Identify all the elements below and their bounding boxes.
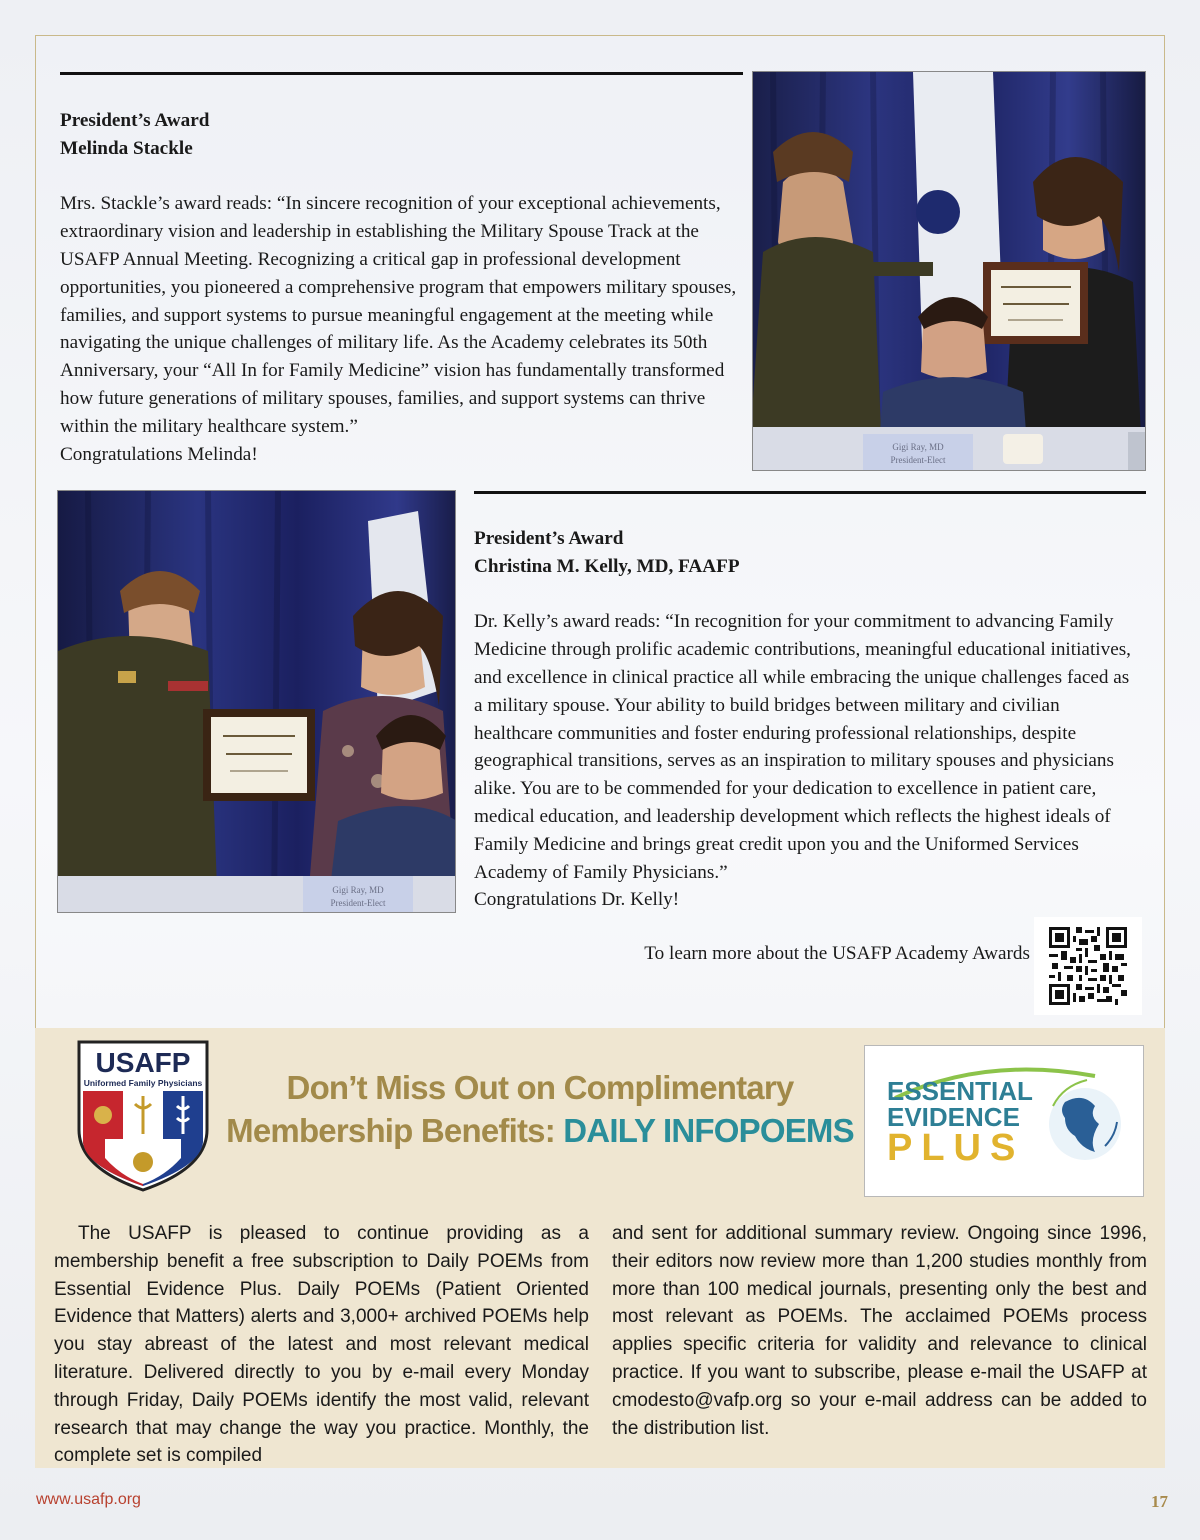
award1-name: Melinda Stackle	[60, 137, 193, 159]
globe-icon	[1049, 1080, 1121, 1160]
award1-congrats: Congratulations Melinda!	[60, 443, 258, 465]
placard1-line2: President-Elect	[890, 455, 946, 465]
learn-more-text: To learn more about the USAFP Academy Awards	[644, 943, 1030, 964]
award1-title: President’s Award	[60, 110, 210, 131]
award2-rule	[474, 491, 1146, 494]
footer-website[interactable]: www.usafp.org	[36, 1491, 141, 1508]
essential-evidence-plus-logo[interactable]	[864, 1045, 1144, 1197]
promo-heading-accent: DAILY INFOPOEMS	[563, 1112, 854, 1149]
placard2-line1: Gigi Ray, MD	[332, 885, 384, 895]
qr-code[interactable]	[1034, 917, 1142, 1015]
award1-body: Mrs. Stackle’s award reads: “In sincere recognition of your exceptional achievements, extraordinary vision and leadership in establishing the Military Spouse Track at the USAFP Annual Meeting. Recognizing a critical gap in professional development opportunities, you pioneered a comprehensive program that empowers military spouses, families, and support systems to pursue meaningful engagement at the meeting while navigating the unique challenges of military life. As the Academy celebrates its 50th Anniversary, your “All In for Family Medicine” vision has fundamentally transformed how future generations of military spouses, families, and support systems can thrive within the military healthcare system.”	[60, 193, 737, 437]
promo-heading-line1: Don’t Miss Out on Complimentary	[286, 1069, 794, 1106]
eep-line3: PLUS	[887, 1127, 1025, 1169]
promo-heading-line2-prefix: Membership Benefits:	[226, 1112, 564, 1149]
award2-photo	[57, 490, 456, 913]
award2-block	[474, 525, 1142, 914]
eep-line1: ESSENTIAL	[887, 1076, 1033, 1106]
award2-title: President’s Award	[474, 528, 624, 549]
placard2-line2: President-Elect	[330, 898, 386, 908]
usafp-logo-subtext: Uniformed Family Physicians	[83, 1078, 203, 1088]
promo-body-right: and sent for additional summary review. Ongoing since 1996, their editors now review more than 1,200 studies monthly from more than 100 medical journals, presenting only the best and most relevant as POEMs. The acclaimed POEMs process applies specific criteria for validity and relevance to clinical practice. If you want to subscribe, please e-mail the USAFP at cmodesto@vafp.org so your e-mail address can be added to the distribution list.	[612, 1223, 1147, 1439]
award1-rule	[60, 72, 743, 75]
award1-photo	[752, 71, 1146, 471]
page-number: 17	[1151, 1492, 1168, 1511]
placard1-line1: Gigi Ray, MD	[892, 442, 944, 452]
promo-heading	[190, 1066, 890, 1152]
award1-block	[60, 107, 740, 468]
promo-body-left: The USAFP is pleased to continue providing as a membership benefit a free subscription to Daily POEMs from Essential Evidence Plus. Daily POEMs (Patient Oriented Evidence that Matters) alerts and 3,000+ archived POEMs help you stay abreast of the latest and most relevant medical literature. Delivered directly to you by e-mail every Monday through Friday, Daily POEMs identify the most valid, relevant research that may change the way you practice. Monthly, the complete set is compiled	[54, 1223, 589, 1467]
award2-body: Dr. Kelly’s award reads: “In recognition for your commitment to advancing Family Medicine through prolific academic contributions, meaningful educational initiatives, and excellence in clinical practice all while embracing the unique challenges faced as a military spouse. Your ability to build bridges between military and civilian healthcare communities and foster enduring professional relationships, despite geographical transitions, serves as an inspiration to military spouses and physicians alike. You are to be commended for your dedication to excellence in patient care, medical education, and leadership development which reflects the highest ideals of Family Medicine and brings great credit upon you and the Uniformed Services Academy of Family Physicians.”	[474, 611, 1131, 883]
award2-congrats: Congratulations Dr. Kelly!	[474, 889, 680, 911]
usafp-logo-text: USAFP	[95, 1047, 191, 1078]
eep-line2: EVIDENCE	[887, 1102, 1020, 1132]
award2-name: Christina M. Kelly, MD, FAAFP	[474, 555, 740, 577]
